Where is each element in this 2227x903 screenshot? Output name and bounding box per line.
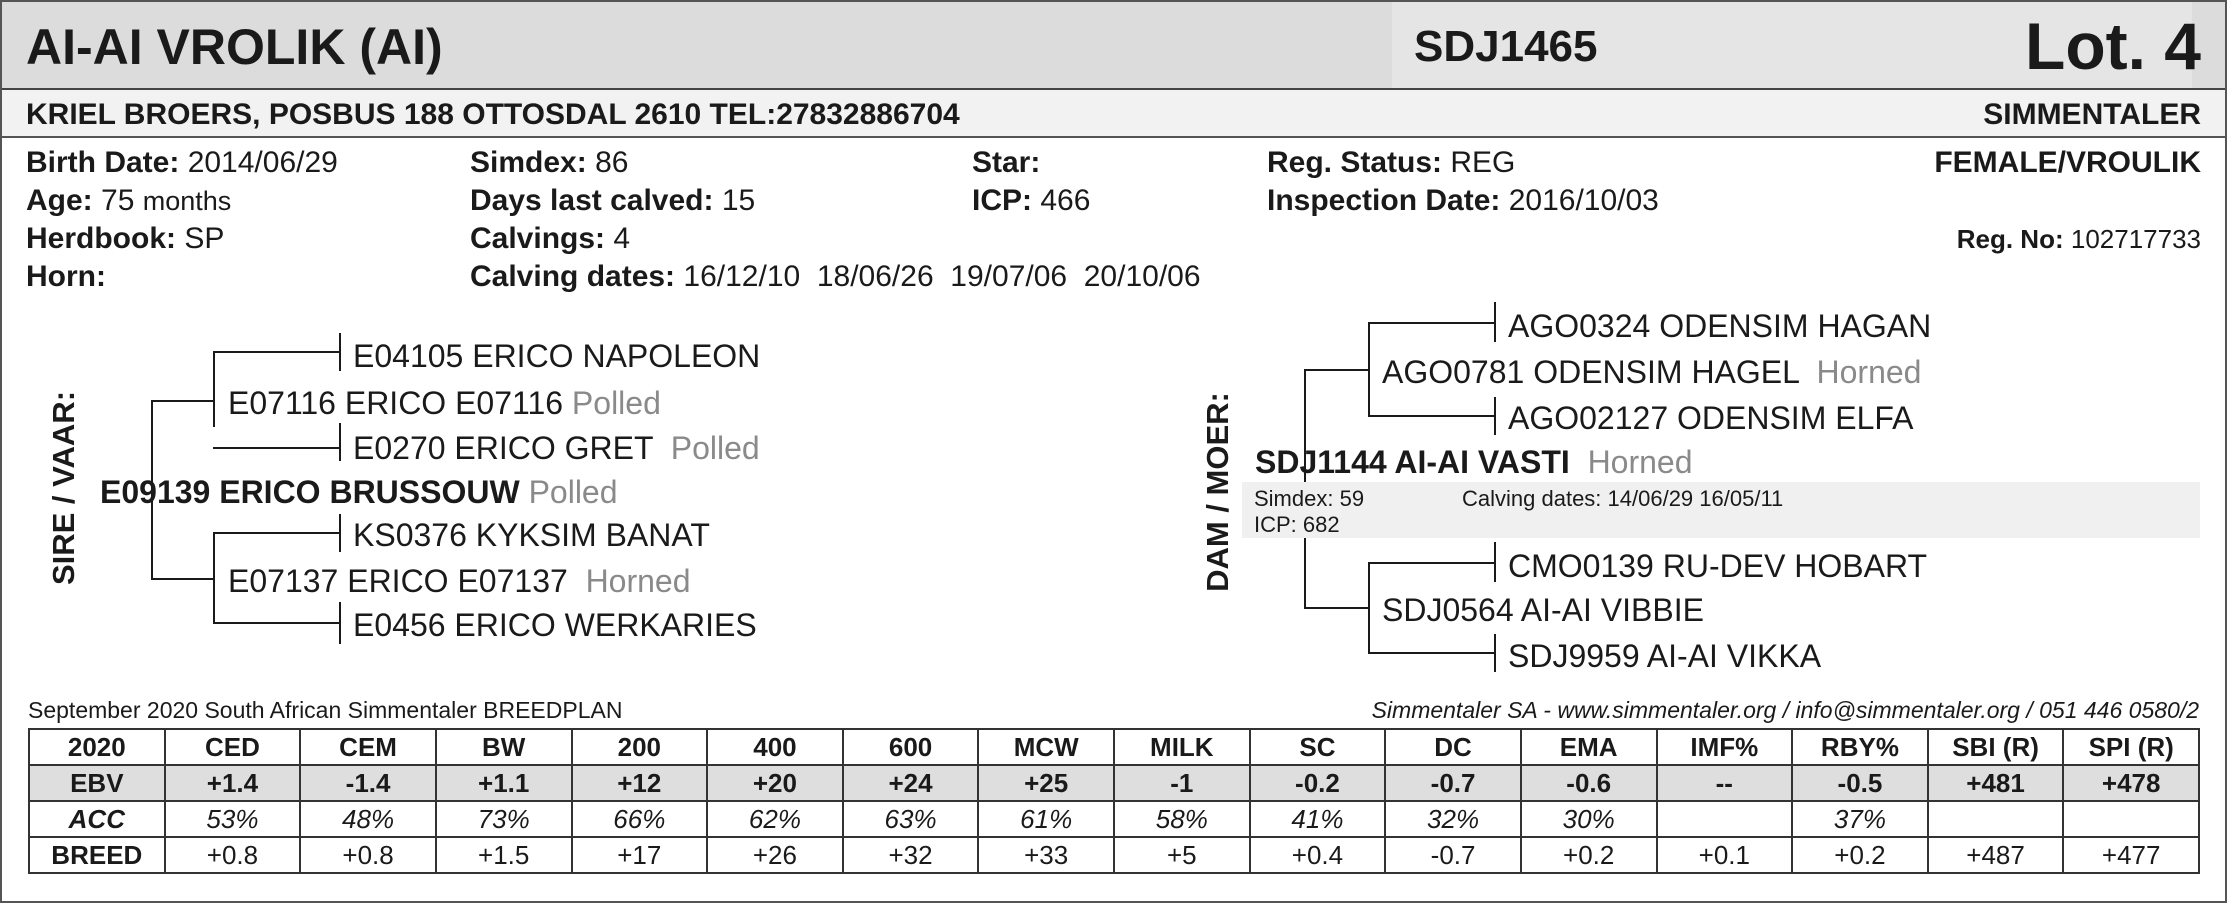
line xyxy=(151,400,213,402)
line xyxy=(151,578,213,580)
ebv-cell: +12 xyxy=(572,765,708,801)
ebv-column-header: 200 xyxy=(572,729,708,765)
days-last-calved: Days last calved: 15 xyxy=(470,184,756,217)
line xyxy=(339,423,341,461)
animal-name: AI-AI VROLIK (AI) xyxy=(26,19,443,75)
line xyxy=(1494,397,1496,435)
ebv-cell: 53% xyxy=(165,801,301,837)
sire-sire-dam: E0270 ERICO GRET Polled xyxy=(353,430,760,466)
ebv-column-header: 600 xyxy=(843,729,979,765)
ebv-cell xyxy=(1928,801,2064,837)
ebv-cell: +477 xyxy=(2063,837,2199,873)
ebv-cell: +0.4 xyxy=(1250,837,1386,873)
ebv-cell: +0.2 xyxy=(1521,837,1657,873)
ebv-cell: -0.2 xyxy=(1250,765,1386,801)
line xyxy=(339,333,341,371)
ebv-cell: 66% xyxy=(572,801,708,837)
birth-date: Birth Date: 2014/06/29 xyxy=(26,146,338,179)
line xyxy=(1494,542,1496,582)
ebv-cell xyxy=(1657,801,1793,837)
ebv-cell: -1 xyxy=(1114,765,1250,801)
breed-row xyxy=(29,837,2199,873)
age: Age: 75 months xyxy=(26,184,232,217)
owner-address: KRIEL BROERS, POSBUS 188 OTTOSDAL 2610 TEL:27832886704 xyxy=(26,98,960,131)
sire-name: E09139 ERICO BRUSSOUW Polled xyxy=(100,474,618,510)
ebv-header-row xyxy=(29,729,2199,765)
sire-label: SIRE / VAAR: xyxy=(46,390,81,586)
reg-no: Reg. No: 102717733 xyxy=(1956,224,2201,254)
line xyxy=(213,351,215,427)
ebv-column-header: MCW xyxy=(978,729,1114,765)
ebv-cell: +32 xyxy=(843,837,979,873)
line xyxy=(213,532,215,622)
sire-sire: E07116 ERICO E07116 Polled xyxy=(228,385,661,421)
ebv-cell: 58% xyxy=(1114,801,1250,837)
breed-name: SIMMENTALER xyxy=(1983,98,2201,131)
ebv-column-header: MILK xyxy=(1114,729,1250,765)
ebv-cell: +1.4 xyxy=(165,765,301,801)
sire-sire-sire: E04105 ERICO NAPOLEON xyxy=(353,338,761,374)
ebv-column-header: SPI (R) xyxy=(2063,729,2199,765)
line xyxy=(1494,302,1496,342)
line xyxy=(1368,562,1495,564)
line xyxy=(1304,538,1306,608)
ebv-cell: +487 xyxy=(1928,837,2064,873)
ebv-cell: +0.8 xyxy=(300,837,436,873)
line xyxy=(1368,322,1370,415)
ebv-cell: +17 xyxy=(572,837,708,873)
sire-dam-sire: KS0376 KYKSIM BANAT xyxy=(353,517,710,553)
ebv-column-header: SC xyxy=(1250,729,1386,765)
owner-bar xyxy=(2,90,2225,138)
ebv-cell: +24 xyxy=(843,765,979,801)
line xyxy=(1304,607,1368,609)
ebv-table xyxy=(28,728,2200,874)
dam-label: DAM / MOER: xyxy=(1200,392,1235,592)
line xyxy=(1368,652,1495,654)
line xyxy=(213,622,340,624)
dam-dam-dam: SDJ9959 AI-AI VIKKA xyxy=(1508,638,1822,674)
ebv-column-header: CEM xyxy=(300,729,436,765)
line xyxy=(213,351,340,353)
line xyxy=(1368,415,1495,417)
reg-status: Reg. Status: REG xyxy=(1267,146,1516,179)
calving-dates: Calving dates: 16/12/10 18/06/26 19/07/06 20/10/06 xyxy=(470,260,1201,293)
breedplan-caption: September 2020 South African Simmentaler BREEDPLAN xyxy=(28,697,623,723)
row-label: ACC xyxy=(29,801,165,837)
herdbook: Herdbook: SP xyxy=(26,222,225,255)
line xyxy=(1304,369,1368,371)
ebv-cell: +33 xyxy=(978,837,1114,873)
ebv-cell: +478 xyxy=(2063,765,2199,801)
line xyxy=(339,602,341,644)
icp: ICP: 466 xyxy=(972,184,1091,217)
ebv-cell: +26 xyxy=(707,837,843,873)
ebv-cell: 37% xyxy=(1792,801,1928,837)
ebv-cell: +5 xyxy=(1114,837,1250,873)
dam-simdex: Simdex: 59 xyxy=(1254,486,1365,511)
ebv-column-header: SBI (R) xyxy=(1928,729,2064,765)
line xyxy=(213,532,340,534)
ebv-cell: -0.5 xyxy=(1792,765,1928,801)
header-bar xyxy=(2,2,2225,90)
sire-dam-dam: E0456 ERICO WERKARIES xyxy=(353,607,757,643)
dam-calving-dates: Calving dates: 14/06/29 16/05/11 xyxy=(1462,486,1784,511)
animal-id: SDJ1465 xyxy=(1414,22,1598,71)
ebv-column-header: EMA xyxy=(1521,729,1657,765)
ebv-cell: -0.7 xyxy=(1385,837,1521,873)
dam-dam-sire: CMO0139 RU-DEV HOBART xyxy=(1508,548,1928,584)
ebv-cell: +20 xyxy=(707,765,843,801)
ebv-cell: +1.5 xyxy=(436,837,572,873)
ebv-cell: -0.6 xyxy=(1521,765,1657,801)
ebv-cell: +0.1 xyxy=(1657,837,1793,873)
ebv-cell: 61% xyxy=(978,801,1114,837)
ebv-cell: 63% xyxy=(843,801,979,837)
lot-number: Lot. 4 xyxy=(2025,9,2201,83)
simdex: Simdex: 86 xyxy=(470,146,629,179)
ebv-column-header: BW xyxy=(436,729,572,765)
dam-name: SDJ1144 AI-AI VASTI Horned xyxy=(1255,444,1693,480)
dam-sire-sire: AGO0324 ODENSIM HAGAN xyxy=(1508,308,1932,344)
ebv-column-header: DC xyxy=(1385,729,1521,765)
ebv-cell: +1.1 xyxy=(436,765,572,801)
inspection-date: Inspection Date: 2016/10/03 xyxy=(1267,184,1659,217)
dam-sire-dam: AGO02127 ODENSIM ELFA xyxy=(1508,400,1914,436)
ebv-cell: +25 xyxy=(978,765,1114,801)
ebv-row xyxy=(29,765,2199,801)
sire-dam: E07137 ERICO E07137 Horned xyxy=(228,563,691,599)
star: Star: xyxy=(972,146,1041,179)
line xyxy=(213,447,340,449)
ebv-cell: 62% xyxy=(707,801,843,837)
horn: Horn: xyxy=(26,260,106,293)
ebv-column-header: 400 xyxy=(707,729,843,765)
ebv-column-header: CED xyxy=(165,729,301,765)
dam-details-strip xyxy=(1242,482,2200,538)
line xyxy=(1368,562,1370,654)
ebv-column-header: IMF% xyxy=(1657,729,1793,765)
line xyxy=(339,514,341,552)
dam-dam: SDJ0564 AI-AI VIBBIE xyxy=(1382,592,1704,628)
dam-sire: AGO0781 ODENSIM HAGEL Horned xyxy=(1382,354,1922,390)
ebv-column-header: 2020 xyxy=(29,729,165,765)
ebv-cell: -1.4 xyxy=(300,765,436,801)
ebv-cell: +481 xyxy=(1928,765,2064,801)
ebv-cell: 73% xyxy=(436,801,572,837)
ebv-column-header: RBY% xyxy=(1792,729,1928,765)
row-label: BREED xyxy=(29,837,165,873)
ebv-cell: 32% xyxy=(1385,801,1521,837)
line xyxy=(1368,322,1495,324)
row-label: EBV xyxy=(29,765,165,801)
line xyxy=(1494,634,1496,672)
sex: FEMALE/VROULIK xyxy=(1934,146,2201,179)
contact-caption: Simmentaler SA - www.simmentaler.org / info@simmentaler.org / 051 446 0580/2 xyxy=(1371,697,2199,723)
ebv-cell: +0.2 xyxy=(1792,837,1928,873)
calvings: Calvings: 4 xyxy=(470,222,631,255)
ebv-cell: -0.7 xyxy=(1385,765,1521,801)
ebv-cell: 30% xyxy=(1521,801,1657,837)
ebv-cell: 48% xyxy=(300,801,436,837)
ebv-cell: +0.8 xyxy=(165,837,301,873)
ebv-cell xyxy=(2063,801,2199,837)
acc-row xyxy=(29,801,2199,837)
ebv-cell: -- xyxy=(1657,765,1793,801)
ebv-cell: 41% xyxy=(1250,801,1386,837)
dam-icp: ICP: 682 xyxy=(1254,512,1340,537)
